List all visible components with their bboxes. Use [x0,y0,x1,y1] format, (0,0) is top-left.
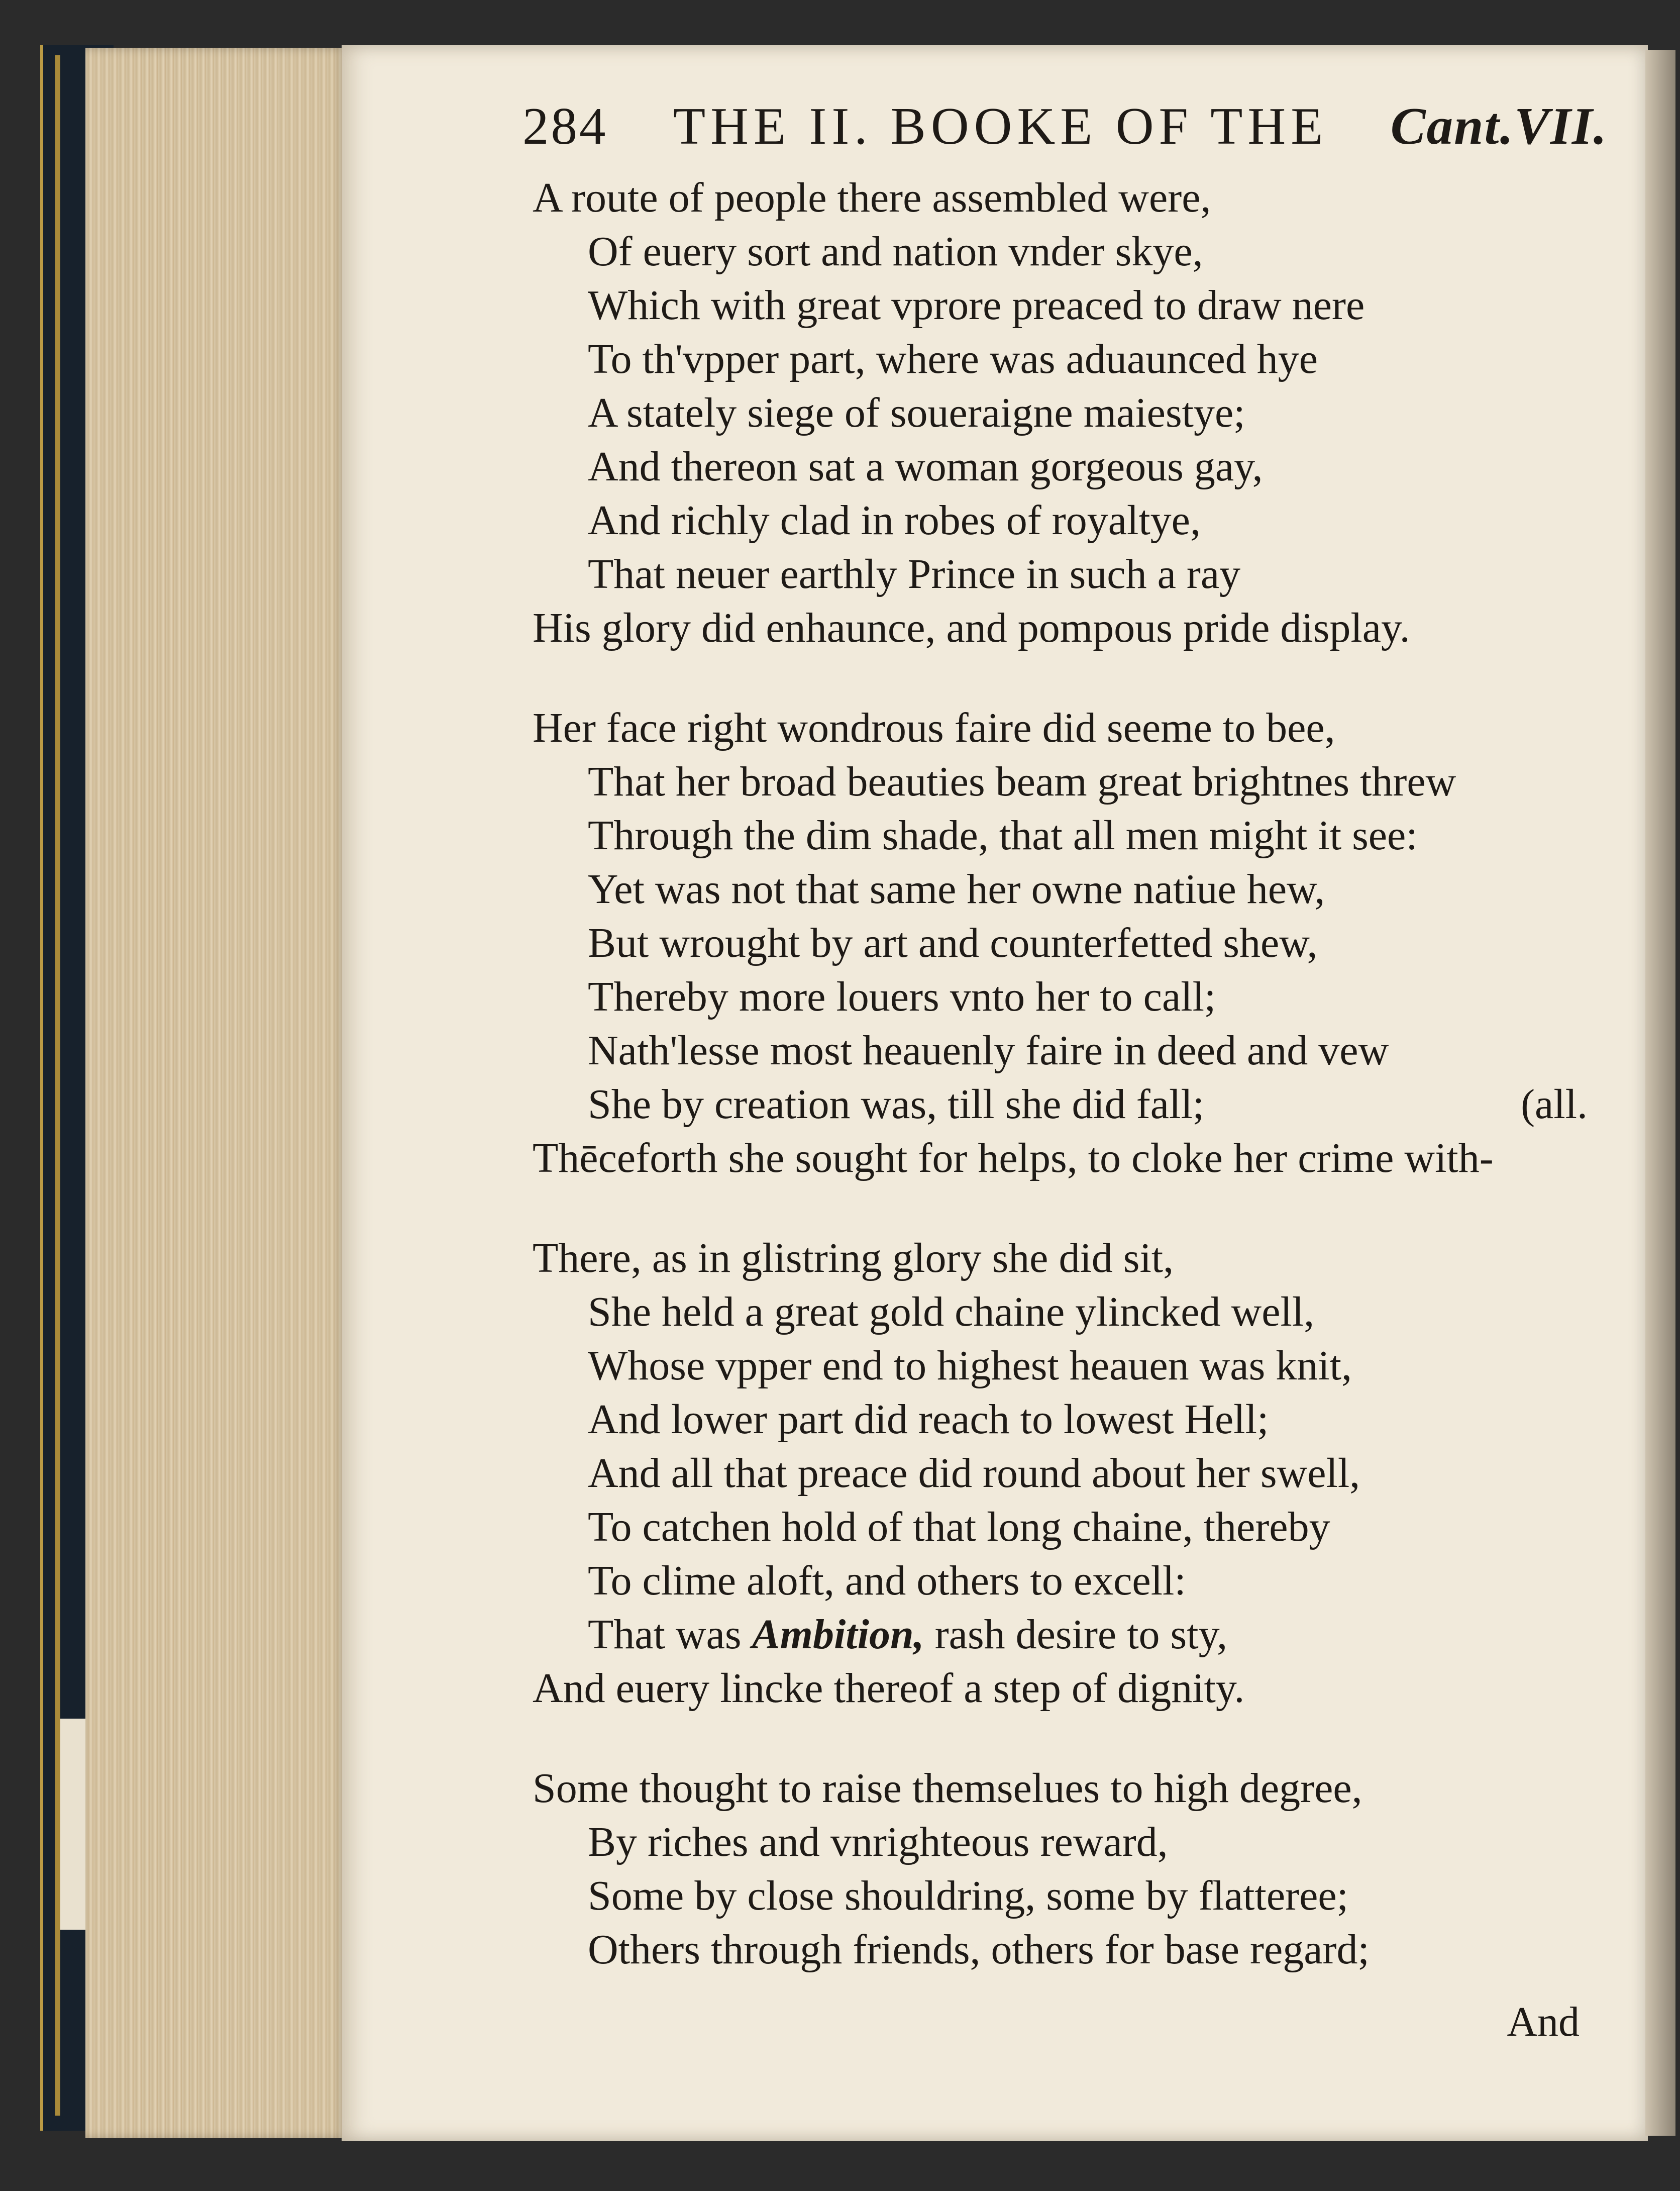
verse-line: To catchen hold of that long chaine, thereby [588,1504,1330,1550]
verse-line: And thereon sat a woman gorgeous gay, [588,443,1263,490]
verse-line: Thereby more louers vnto her to call; [588,973,1216,1020]
verse-line: To th'vpper part, where was aduaunced hye [588,336,1318,382]
verse-line: Of euery sort and nation vnder skye, [588,228,1203,275]
poem-text [533,171,1608,2023]
verse-line-text: She by creation was, till she did fall; [588,1081,1205,1128]
verse-line: A route of people there assembled were, [533,174,1211,221]
verse-line: She held a great gold chaine ylincked well, [588,1288,1315,1335]
page-number: 284 [522,96,608,155]
italic-name: Ambition, [752,1611,924,1658]
verse-line: That neuer earthly Prince in such a ray [588,551,1241,597]
running-head [522,95,1608,161]
verse-line: And lower part did reach to lowest Hell; [588,1396,1269,1443]
canto-label: Cant.VII. [1390,96,1608,155]
verse-line [533,1608,1608,1661]
verse-text: rash desire to sty, [934,1611,1228,1658]
verse-text: That was [588,1611,742,1658]
verse-line: His glory did enhaunce, and pompous pride display. [533,605,1410,651]
verse-line: And all that preace did round about her swell, [588,1450,1360,1497]
spine-label [60,1719,85,1930]
gilt-border [55,55,60,2116]
verse-line: That her broad beauties beam great brightnes threw [588,758,1456,805]
verse-line: Nath'lesse most heauenly faire in deed and vew [588,1027,1389,1074]
verse-line: There, as in glistring glory she did sit, [533,1235,1174,1281]
verse-line: Others through friends, others for base regard; [588,1926,1370,1973]
catchword: And [1507,1999,1580,2045]
stanza-4 [533,1761,1608,1976]
verse-line: Some by close shouldring, some by flatteree; [588,1872,1349,1919]
verse-line: But wrought by art and counterfetted shew, [588,920,1318,966]
verse-line: To clime aloft, and others to excell: [588,1557,1186,1604]
page-right-edge [1645,50,1675,2136]
verse-line: And richly clad in robes of royaltye, [588,497,1201,544]
verse-line: Which with great vprore preaced to draw nere [588,282,1365,329]
verse-line: Whose vpper end to highest heauen was knit, [588,1342,1352,1389]
page-edges [85,48,347,2138]
turnover-fragment: (all. [1521,1081,1588,1128]
verse-line: Through the dim shade, that all men might it see: [588,812,1418,859]
verse-line: Some thought to raise themselues to high degree, [533,1765,1362,1812]
stanza-1 [533,171,1608,655]
stanza-3 [533,1231,1608,1715]
running-title: THE II. BOOKE OF THE [673,96,1328,155]
verse-line: By riches and vnrighteous reward, [588,1819,1168,1865]
verse-line [533,1077,1608,1131]
verse-line: Yet was not that same her owne natiue hew, [588,866,1325,913]
verse-line: And euery lincke thereof a step of dignity. [533,1665,1245,1712]
verse-line: Her face right wondrous faire did seeme to bee, [533,705,1335,751]
verse-line: Thēceforth she sought for helps, to cloke her crime with- [533,1135,1494,1181]
stanza-2 [533,701,1608,1185]
verse-line: A stately siege of soueraigne maiestye; [588,389,1245,436]
